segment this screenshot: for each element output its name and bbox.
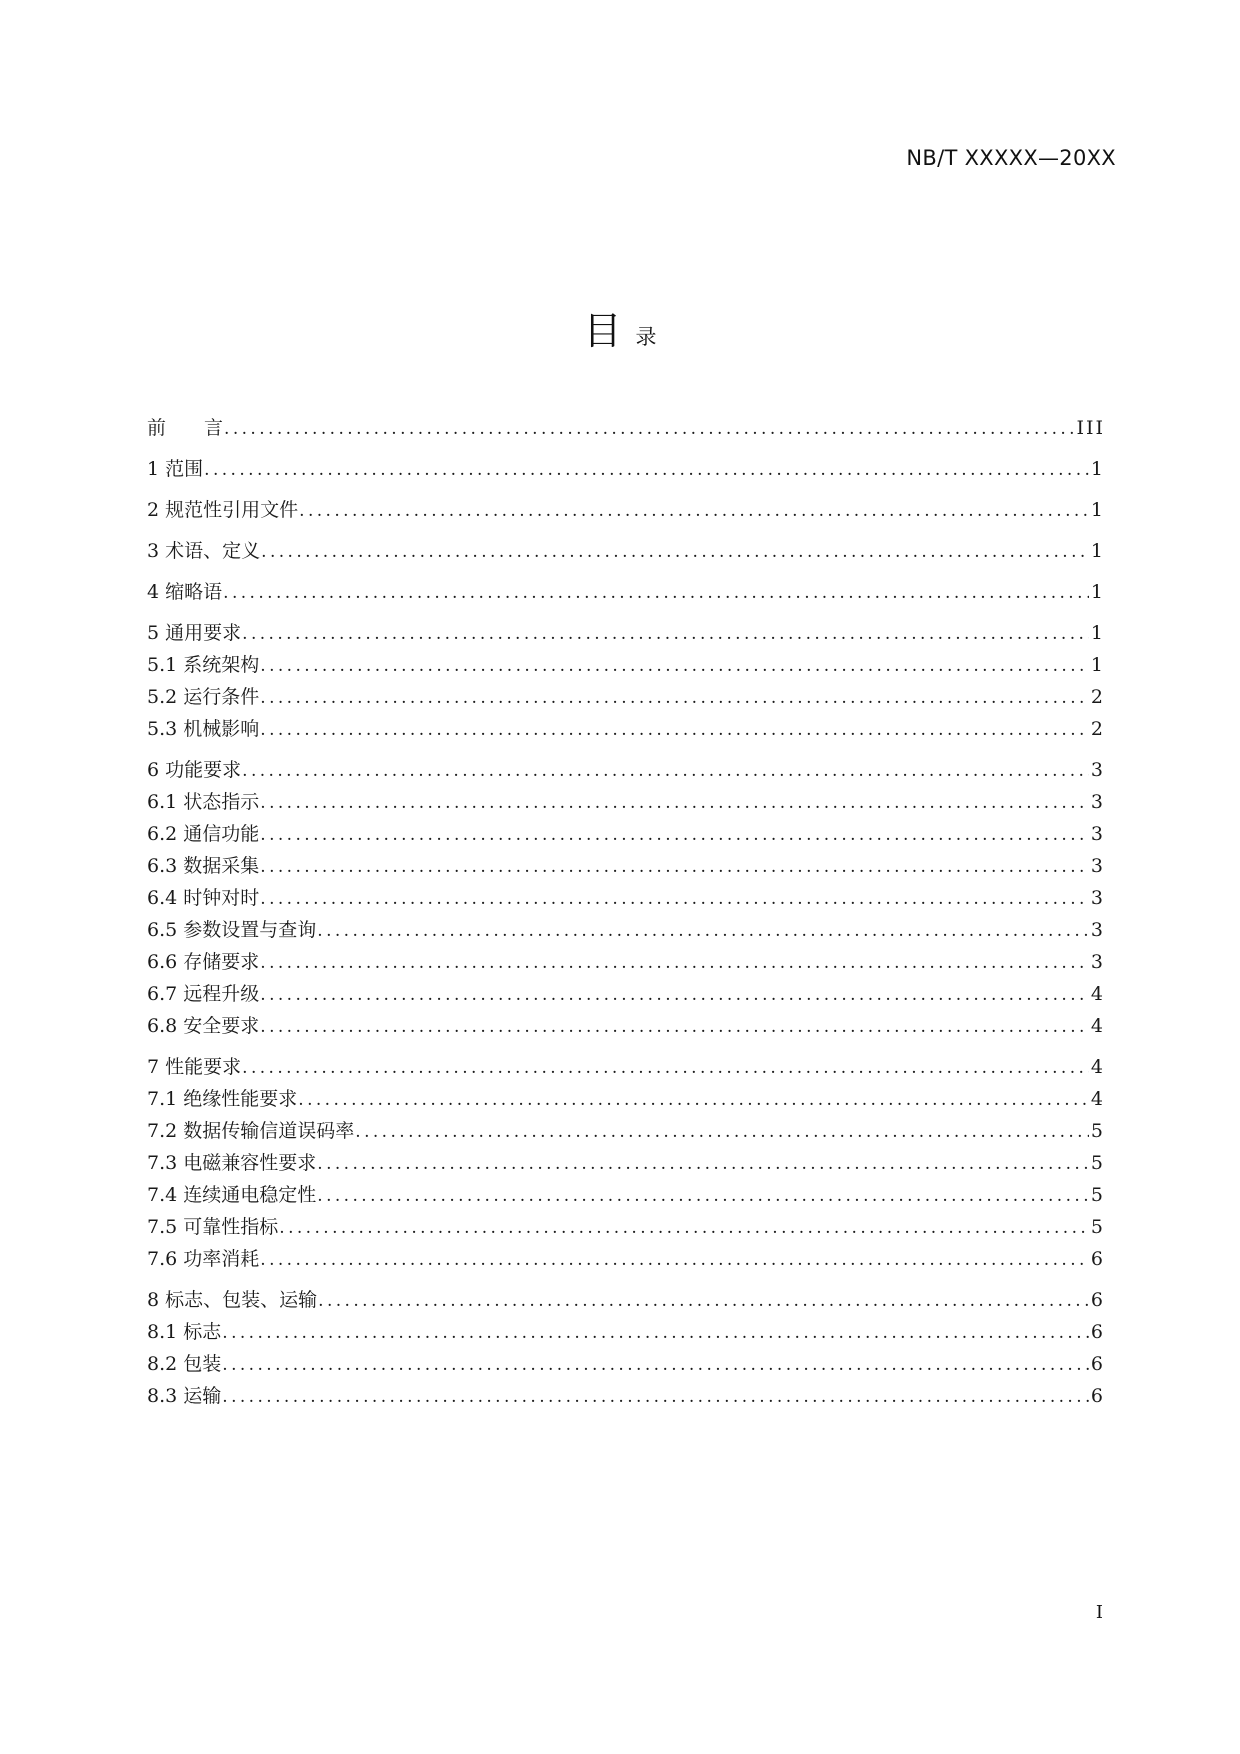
toc-entry-label: 8.3 运输	[147, 1385, 222, 1407]
toc-entry-label: 5.1 系统架构	[147, 654, 260, 676]
page-number: I	[1095, 1602, 1103, 1623]
toc-entry-page: 1	[1090, 499, 1105, 521]
toc-entry-page: 3	[1090, 759, 1105, 781]
toc-entry[interactable]	[147, 713, 1105, 745]
toc-entry-label: 5.3 机械影响	[147, 718, 260, 740]
toc-entry[interactable]	[147, 649, 1105, 681]
toc-entry-label: 7.3 电磁兼容性要求	[147, 1152, 317, 1174]
document-code: NB/T XXXXX—20XX	[906, 146, 1116, 170]
toc-entry-label: 7 性能要求	[147, 1056, 242, 1078]
toc-entry[interactable]	[147, 617, 1105, 649]
toc-leader-dots	[222, 1317, 1089, 1349]
toc-entry-page: 4	[1090, 1015, 1105, 1037]
toc-entry[interactable]	[147, 1083, 1105, 1115]
toc-entry-label: 3 术语、定义	[147, 540, 261, 562]
toc-entry-label: 8.1 标志	[147, 1321, 222, 1343]
toc-entry-page: 4	[1090, 1056, 1105, 1078]
toc-entry-label: 6 功能要求	[147, 759, 242, 781]
toc-entry-label: 8 标志、包装、运输	[147, 1289, 318, 1311]
toc-leader-dots	[298, 1084, 1089, 1116]
toc-title	[0, 300, 1240, 355]
toc-entry[interactable]	[147, 1147, 1105, 1179]
toc-leader-dots	[355, 1116, 1089, 1148]
toc-entry[interactable]	[147, 1179, 1105, 1211]
toc-leader-dots	[222, 1349, 1089, 1381]
toc-entry[interactable]	[147, 1380, 1105, 1412]
toc-leader-dots	[279, 1212, 1089, 1244]
toc-entry[interactable]	[147, 1051, 1105, 1083]
table-of-contents	[147, 412, 1105, 1412]
toc-leader-dots	[242, 755, 1089, 787]
toc-entry[interactable]	[147, 882, 1105, 914]
toc-entry[interactable]	[147, 681, 1105, 713]
toc-entry[interactable]	[147, 786, 1105, 818]
toc-leader-dots	[260, 883, 1089, 915]
toc-entry-page: 3	[1090, 823, 1105, 845]
toc-entry-label: 前 言	[147, 417, 224, 439]
toc-entry-label: 2 规范性引用文件	[147, 499, 299, 521]
toc-entry[interactable]	[147, 1211, 1105, 1243]
toc-leader-dots	[223, 577, 1089, 609]
toc-leader-dots	[260, 682, 1089, 714]
toc-entry-page: 3	[1090, 887, 1105, 909]
toc-entry-page: 4	[1090, 1088, 1105, 1110]
toc-leader-dots	[242, 1052, 1089, 1084]
toc-leader-dots	[260, 1011, 1089, 1043]
toc-leader-dots	[260, 947, 1089, 979]
toc-entry-label: 6.7 远程升级	[147, 983, 260, 1005]
toc-leader-dots	[260, 714, 1089, 746]
toc-entry-label: 6.8 安全要求	[147, 1015, 260, 1037]
toc-entry-label: 6.4 时钟对时	[147, 887, 260, 909]
toc-entry-label: 7.2 数据传输信道误码率	[147, 1120, 355, 1142]
toc-entry-page: 6	[1090, 1385, 1105, 1407]
toc-entry[interactable]	[147, 494, 1105, 526]
toc-entry[interactable]	[147, 1010, 1105, 1042]
toc-leader-dots	[317, 1148, 1089, 1180]
toc-entry-page: 1	[1090, 622, 1105, 644]
toc-entry-page: 6	[1090, 1353, 1105, 1375]
toc-leader-dots	[260, 650, 1089, 682]
toc-entry-page: 1	[1090, 458, 1105, 480]
toc-leader-dots	[260, 1244, 1089, 1276]
toc-entry-label: 7.6 功率消耗	[147, 1248, 260, 1270]
toc-entry-page: 6	[1090, 1248, 1105, 1270]
toc-entry-page: 3	[1090, 855, 1105, 877]
toc-entry-label: 8.2 包装	[147, 1353, 222, 1375]
toc-leader-dots	[222, 1381, 1089, 1413]
toc-entry-page: 5	[1090, 1120, 1105, 1142]
toc-entry[interactable]	[147, 1243, 1105, 1275]
toc-leader-dots	[299, 495, 1089, 527]
toc-entry[interactable]	[147, 1316, 1105, 1348]
toc-entry-page: 2	[1090, 718, 1105, 740]
toc-leader-dots	[260, 979, 1089, 1011]
toc-leader-dots	[317, 1180, 1089, 1212]
toc-entry-page: 1	[1090, 654, 1105, 676]
toc-leader-dots	[260, 819, 1089, 851]
toc-entry[interactable]	[147, 453, 1105, 485]
toc-leader-dots	[242, 618, 1089, 650]
toc-entry-label: 4 缩略语	[147, 581, 223, 603]
toc-leader-dots	[317, 915, 1089, 947]
toc-leader-dots	[318, 1285, 1089, 1317]
toc-entry[interactable]	[147, 914, 1105, 946]
toc-entry-label: 7.4 连续通电稳定性	[147, 1184, 317, 1206]
toc-leader-dots	[260, 787, 1089, 819]
toc-entry[interactable]	[147, 978, 1105, 1010]
toc-entry[interactable]	[147, 576, 1105, 608]
toc-entry-label: 6.1 状态指示	[147, 791, 260, 813]
toc-entry-page: 2	[1090, 686, 1105, 708]
toc-entry-label: 6.3 数据采集	[147, 855, 260, 877]
toc-entry-page: 5	[1090, 1184, 1105, 1206]
toc-entry[interactable]	[147, 1115, 1105, 1147]
toc-entry-page: 3	[1090, 919, 1105, 941]
toc-entry-label: 5.2 运行条件	[147, 686, 260, 708]
toc-entry[interactable]	[147, 1284, 1105, 1316]
toc-entry[interactable]	[147, 946, 1105, 978]
toc-entry-label: 6.5 参数设置与查询	[147, 919, 317, 941]
toc-title-char-2: 录	[635, 325, 657, 349]
toc-leader-dots	[260, 851, 1089, 883]
toc-entry-label: 7.5 可靠性指标	[147, 1216, 279, 1238]
toc-entry-label: 6.6 存储要求	[147, 951, 260, 973]
toc-leader-dots	[204, 454, 1089, 486]
toc-entry[interactable]	[147, 754, 1105, 786]
toc-leader-dots	[261, 536, 1089, 568]
toc-entry-page: 3	[1090, 791, 1105, 813]
toc-entry-label: 7.1 绝缘性能要求	[147, 1088, 298, 1110]
toc-entry[interactable]	[147, 850, 1105, 882]
toc-entry-page: 6	[1090, 1321, 1105, 1343]
toc-entry-page: 3	[1090, 951, 1105, 973]
toc-entry-page: 5	[1090, 1152, 1105, 1174]
toc-entry[interactable]	[147, 412, 1105, 444]
toc-entry-label: 6.2 通信功能	[147, 823, 260, 845]
toc-entry-label: 5 通用要求	[147, 622, 242, 644]
toc-entry-page: 4	[1090, 983, 1105, 1005]
toc-entry-page: 6	[1090, 1289, 1105, 1311]
toc-entry[interactable]	[147, 818, 1105, 850]
toc-entry-page: 5	[1090, 1216, 1105, 1238]
toc-entry-page: III	[1076, 417, 1105, 439]
toc-title-char-1: 目	[583, 309, 622, 353]
toc-entry-page: 1	[1090, 581, 1105, 603]
toc-entry-page: 1	[1090, 540, 1105, 562]
toc-entry[interactable]	[147, 1348, 1105, 1380]
toc-leader-dots	[224, 413, 1074, 445]
toc-entry[interactable]	[147, 535, 1105, 567]
toc-entry-label: 1 范围	[147, 458, 204, 480]
